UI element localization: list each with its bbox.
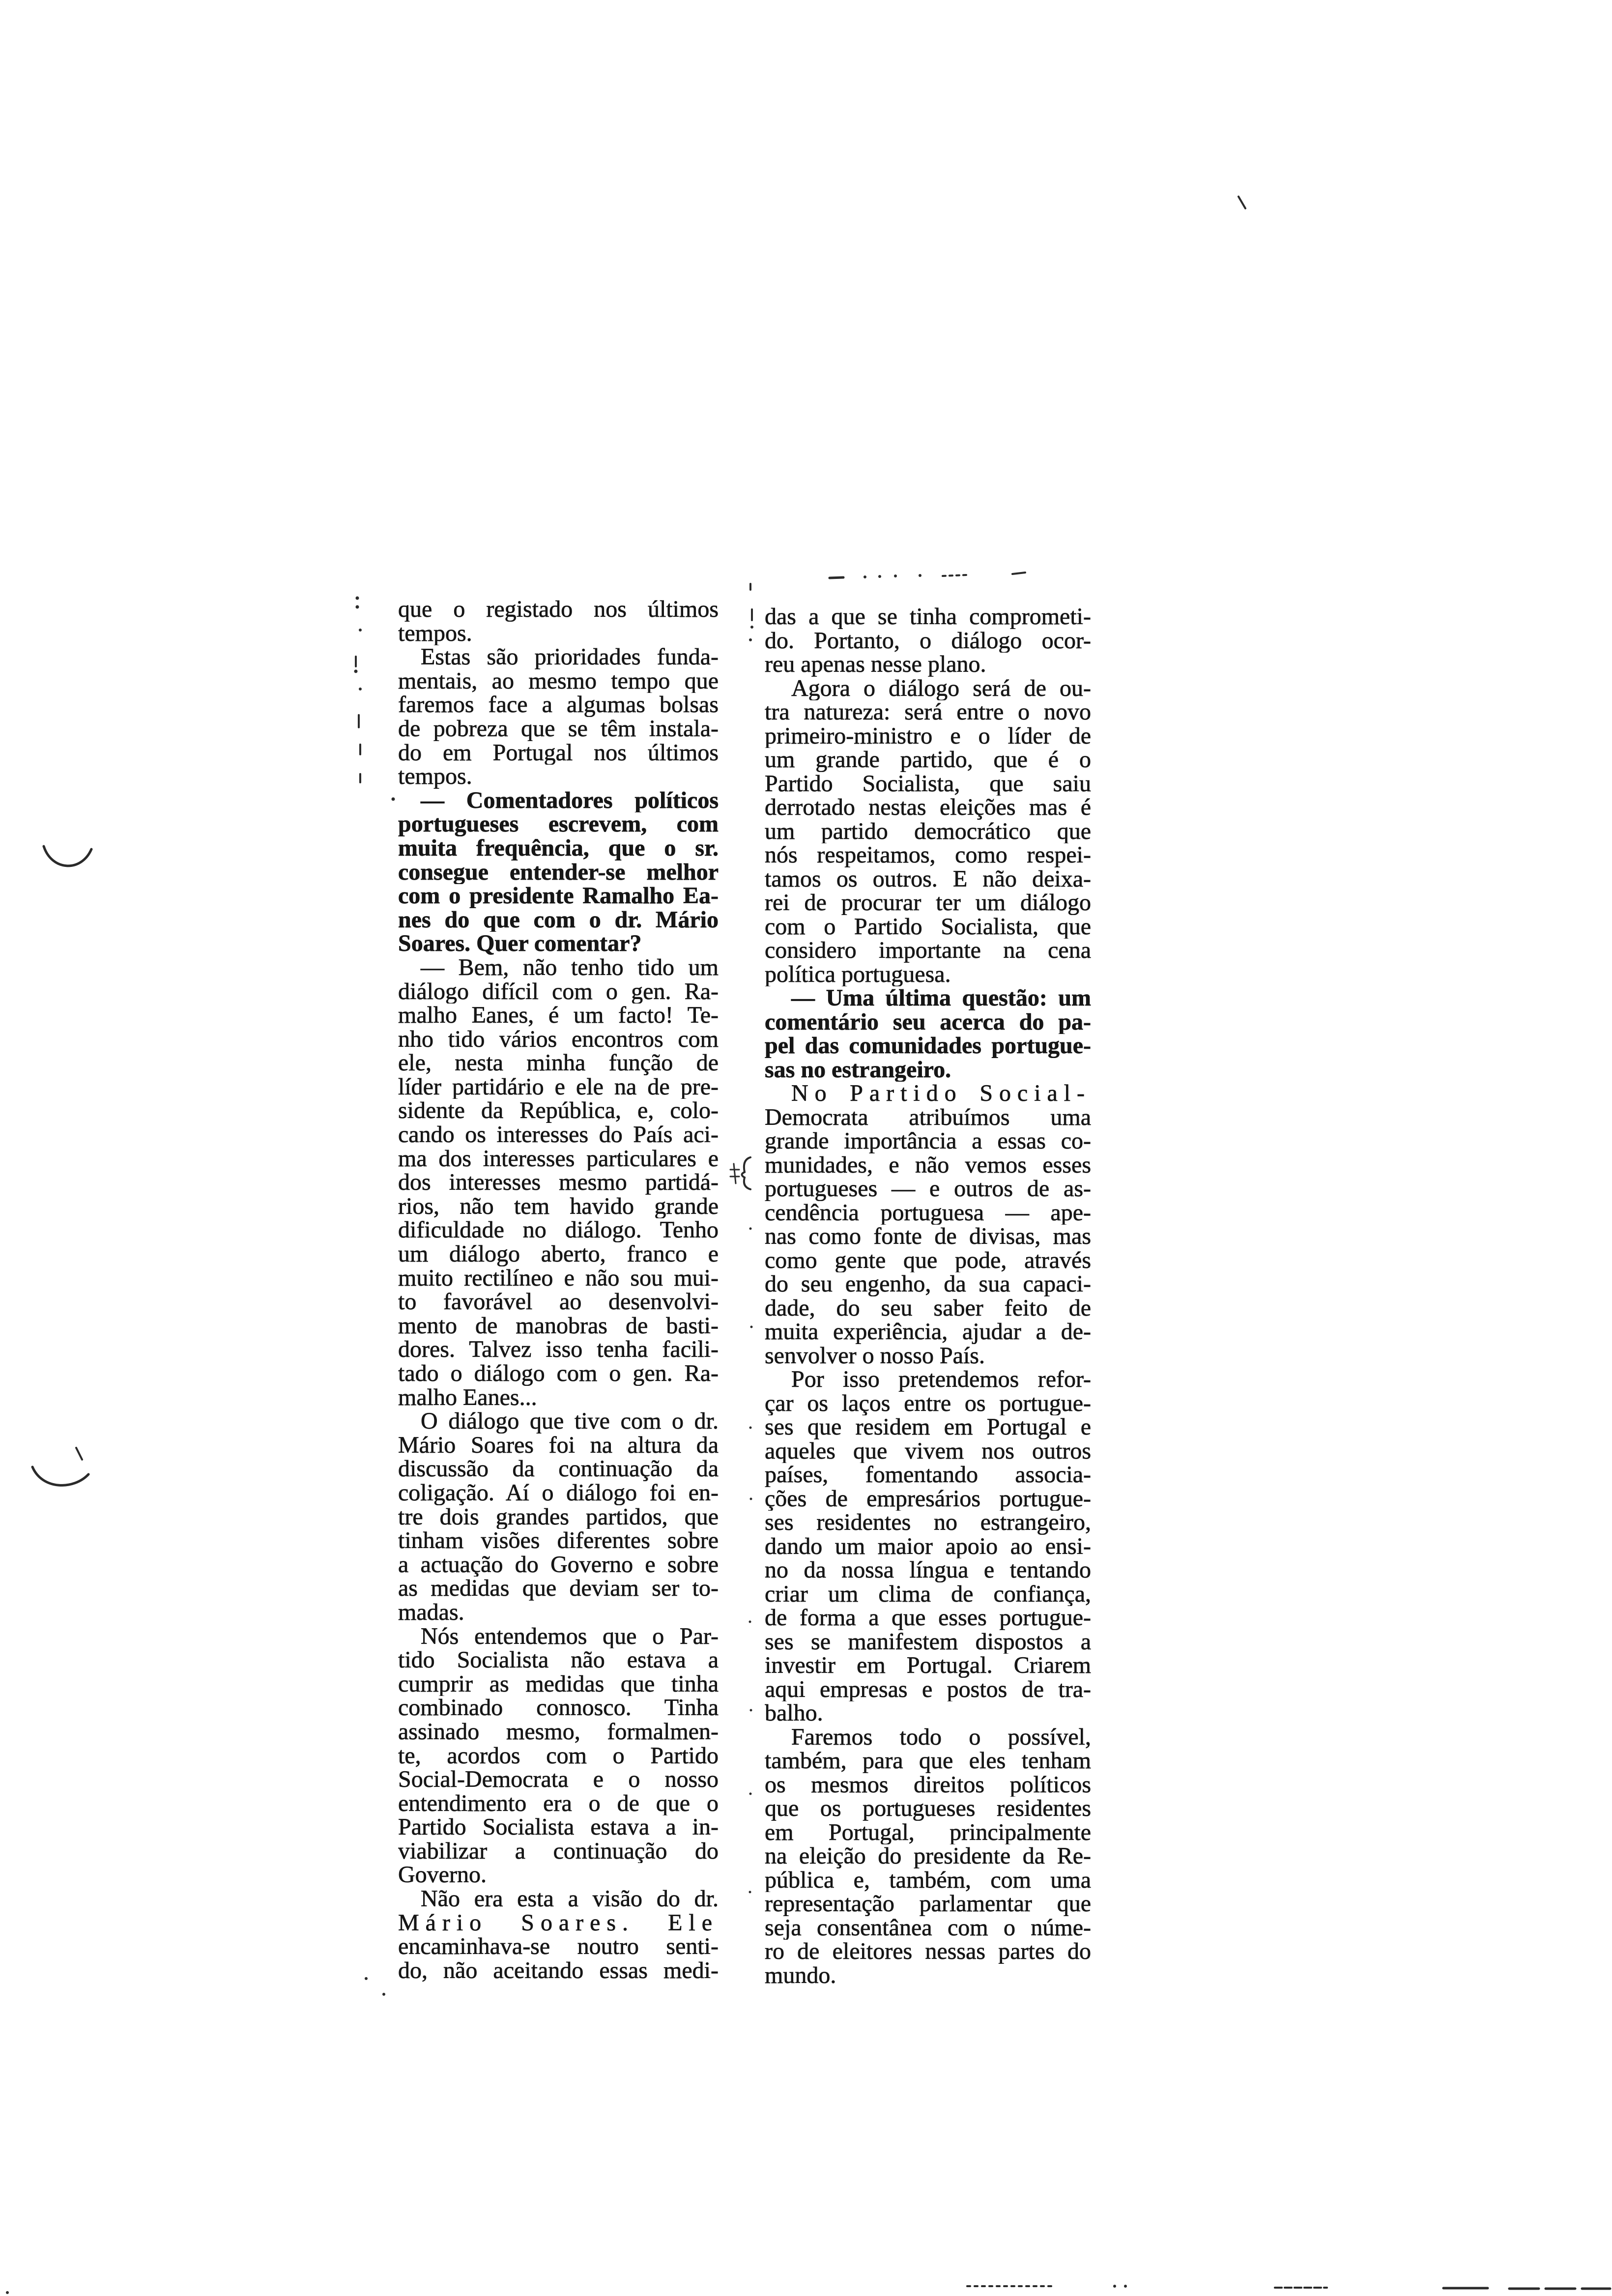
text-line: viabilizar a continuação do xyxy=(398,1839,719,1864)
text-line: aqui empresas e postos de tra- xyxy=(765,1677,1091,1701)
scan-speck xyxy=(750,1326,753,1328)
text-line: nes do que com o dr. Mário xyxy=(398,908,719,932)
paragraph xyxy=(398,956,719,1409)
text-line: encaminhava-se noutro senti- xyxy=(398,1935,719,1959)
text-line: cumprir as medidas que tinha xyxy=(398,1672,719,1696)
scan-speck xyxy=(864,575,866,578)
text-line: Partido Socialista, que saiu xyxy=(765,772,1091,796)
scan-speck xyxy=(878,575,881,578)
paragraph xyxy=(398,598,719,645)
scan-speck xyxy=(1238,197,1245,208)
text-line: malho Eanes... xyxy=(398,1385,537,1410)
text-line: que o registado nos últimos xyxy=(398,598,719,622)
text-line: muita experiência, ajudar a de- xyxy=(765,1320,1091,1344)
text-line: do. Portanto, o diálogo ocor- xyxy=(765,629,1091,653)
text-line: política portuguesa. xyxy=(765,962,951,986)
scan-speck xyxy=(354,670,358,673)
text-line: do em Portugal nos últimos xyxy=(398,741,719,765)
scan-speck xyxy=(750,1498,752,1500)
scan-speck xyxy=(919,574,921,577)
text-line: rei de procurar ter um diálogo xyxy=(765,891,1091,915)
text-line: sas no estrangeiro. xyxy=(765,1058,951,1082)
text-line: dos interesses mesmo partidá- xyxy=(398,1171,719,1195)
text-line: que os portugueses residentes xyxy=(765,1797,1091,1821)
text-line: considero importante na cena xyxy=(765,939,1091,963)
text-line: reu apenas nesse plano. xyxy=(765,653,986,677)
text-line: Mário Soares foi na altura da xyxy=(398,1433,719,1458)
paragraph xyxy=(765,677,1091,987)
text-line: munidades, e não vemos esses xyxy=(765,1153,1091,1177)
scan-speck xyxy=(742,1157,751,1189)
text-line: ses que residem em Portugal e xyxy=(765,1415,1091,1439)
text-line: tempos. xyxy=(398,621,472,646)
text-line: dade, do seu saber feito de xyxy=(765,1296,1091,1320)
text-line: comentário seu acerca do pa- xyxy=(765,1010,1091,1034)
scan-speck xyxy=(1124,2285,1127,2288)
interview-question xyxy=(765,986,1091,1082)
paragraph xyxy=(765,1368,1091,1725)
text-line: O diálogo que tive com o dr. xyxy=(421,1409,719,1434)
text-line: Nós entendemos que o Par- xyxy=(421,1624,719,1649)
scan-speck xyxy=(365,1977,368,1980)
interview-question xyxy=(398,789,719,956)
scan-speck xyxy=(6,2291,9,2294)
text-line: nas como fonte de divisas, mas xyxy=(765,1225,1091,1249)
paragraph xyxy=(398,1625,719,1888)
text-line: um partido democrático que xyxy=(765,819,1091,843)
scan-speck xyxy=(749,1228,752,1230)
scan-speck xyxy=(943,575,966,576)
scan-speck xyxy=(750,626,753,629)
left-column xyxy=(398,598,719,1982)
text-line: os mesmos direitos políticos xyxy=(765,1773,1091,1797)
text-line: no da nossa língua e tentando xyxy=(765,1558,1091,1582)
text-line: madas. xyxy=(398,1600,464,1625)
text-line: tado o diálogo com o gen. Ra- xyxy=(398,1362,719,1386)
scan-speck xyxy=(382,1993,385,1996)
text-line: muito rectilíneo e não sou mui- xyxy=(398,1266,719,1291)
text-line: tinham visões diferentes sobre xyxy=(398,1529,719,1553)
text-line: líder partidário e ele na de pre- xyxy=(398,1075,719,1099)
text-line: também, para que eles tenham xyxy=(765,1749,1091,1773)
text-line: países, fomentando associa- xyxy=(765,1463,1091,1487)
text-line: No Partido Social- xyxy=(791,1082,1091,1106)
text-line: aqueles que vivem nos outros xyxy=(765,1439,1091,1463)
text-line: Por isso pretendemos refor- xyxy=(791,1368,1091,1392)
text-line: ções de empresários portugue- xyxy=(765,1487,1091,1511)
text-line: derrotado nestas eleições mas é xyxy=(765,796,1091,820)
text-line: faremos face a algumas bolsas xyxy=(398,693,719,717)
text-line: portugueses — e outros de as- xyxy=(765,1177,1091,1201)
text-line: nós respeitamos, como respei- xyxy=(765,843,1091,867)
text-line: de pobreza que se têm instala- xyxy=(398,717,719,741)
paragraph xyxy=(398,1409,719,1624)
text-line: balho. xyxy=(765,1701,823,1725)
text-line: nho tido vários encontros com xyxy=(398,1027,719,1052)
text-line: as medidas que deviam ser to- xyxy=(398,1577,719,1601)
punch-hole-mark xyxy=(44,846,91,866)
text-line: como gente que pode, através xyxy=(765,1248,1091,1272)
text-line: to favorável ao desenvolvi- xyxy=(398,1290,719,1314)
text-line: — Bem, não tenho tido um xyxy=(421,955,719,980)
text-line: um diálogo aberto, franco e xyxy=(398,1242,719,1266)
text-line: seja consentânea com o núme- xyxy=(765,1916,1091,1940)
text-line: representação parlamentar que xyxy=(765,1892,1091,1916)
text-line: cando os interesses do País aci- xyxy=(398,1123,719,1147)
text-line: malho Eanes, é um facto! Te- xyxy=(398,1004,719,1028)
right-column xyxy=(765,605,1091,1987)
text-line: senvolver o nosso País. xyxy=(765,1344,985,1368)
text-line: sidente da República, e, colo- xyxy=(398,1099,719,1123)
text-line: Social-Democrata e o nosso xyxy=(398,1768,719,1792)
text-line: discussão da continuação da xyxy=(398,1457,719,1481)
text-line: — Uma última questão: um xyxy=(791,986,1091,1010)
paragraph xyxy=(398,645,719,789)
text-line: com o presidente Ramalho Ea- xyxy=(398,884,719,908)
scan-speck xyxy=(749,1793,752,1795)
text-line: na eleição do presidente da Re- xyxy=(765,1844,1091,1868)
scan-speck xyxy=(749,1891,751,1894)
text-line: a actuação do Governo e sobre xyxy=(398,1552,719,1577)
text-line: investir em Portugal. Criarem xyxy=(765,1654,1091,1678)
scan-speck xyxy=(894,574,897,577)
text-line: pública e, também, com uma xyxy=(765,1868,1091,1892)
text-line: mento de manobras de basti- xyxy=(398,1314,719,1338)
text-line: te, acordos com o Partido xyxy=(398,1744,719,1768)
text-line: tre dois grandes partidos, que xyxy=(398,1505,719,1529)
text-line: ses se manifestem dispostos a xyxy=(765,1630,1091,1654)
text-line: primeiro-ministro e o líder de xyxy=(765,724,1091,748)
text-line: coligação. Aí o diálogo foi en- xyxy=(398,1481,719,1505)
scan-speck xyxy=(830,577,843,578)
text-line: tempos. xyxy=(398,765,472,789)
text-line: muita frequência, que o sr. xyxy=(398,836,719,861)
text-line: — Comentadores políticos xyxy=(421,788,719,813)
scan-speck xyxy=(392,798,395,801)
text-line: Agora o diálogo será de ou- xyxy=(791,676,1091,700)
text-line: diálogo difícil com o gen. Ra- xyxy=(398,979,719,1004)
text-line: do, não aceitando essas medi- xyxy=(398,1958,719,1983)
paragraph xyxy=(765,1082,1091,1368)
text-line: consegue entender-se melhor xyxy=(398,860,719,885)
text-line: dificuldade no diálogo. Tenho xyxy=(398,1218,719,1243)
scan-speck xyxy=(356,605,359,609)
text-line: combinado connosco. Tinha xyxy=(398,1696,719,1720)
text-line: ele, nesta minha função de xyxy=(398,1051,719,1075)
text-line: Democrata atribuímos uma xyxy=(765,1105,1091,1129)
text-line: çar os laços entre os portugue- xyxy=(765,1391,1091,1415)
text-line: mentais, ao mesmo tempo que xyxy=(398,669,719,693)
text-line: tamos os outros. E não deixa- xyxy=(765,867,1091,891)
punch-hole-mark xyxy=(32,1467,88,1485)
text-line: mundo. xyxy=(765,1963,836,1987)
scan-speck xyxy=(359,688,362,690)
text-line: dando um maior apoio ao ensi- xyxy=(765,1534,1091,1558)
text-line: ro de eleitores nessas partes do xyxy=(765,1940,1091,1964)
text-line: ses residentes no estrangeiro, xyxy=(765,1511,1091,1535)
text-line: Partido Socialista estava a in- xyxy=(398,1815,719,1839)
scan-speck xyxy=(730,1164,739,1183)
text-line: com o Partido Socialista, que xyxy=(765,915,1091,939)
text-line: tido Socialista não estava a xyxy=(398,1648,719,1672)
paragraph xyxy=(398,1887,719,1982)
scan-speck xyxy=(750,1709,752,1712)
text-line: Governo. xyxy=(398,1863,487,1888)
scan-speck xyxy=(749,638,752,641)
text-line: pel das comunidades portugue- xyxy=(765,1034,1091,1058)
text-line: Faremos todo o possível, xyxy=(791,1725,1091,1749)
text-line: rios, não tem havido grande xyxy=(398,1194,719,1219)
text-line: portugueses escrevem, com xyxy=(398,812,719,836)
scan-speck xyxy=(1113,2285,1116,2288)
paragraph xyxy=(765,605,1091,677)
text-line: entendimento era o de que o xyxy=(398,1791,719,1816)
text-line: Não era esta a visão do dr. xyxy=(421,1887,719,1911)
text-line: dores. Talvez isso tenha facili- xyxy=(398,1338,719,1362)
scan-speck xyxy=(1012,573,1025,574)
text-line: Mário Soares. Ele xyxy=(398,1911,719,1935)
text-line: das a que se tinha comprometi- xyxy=(765,605,1091,629)
text-line: do seu engenho, da sua capaci- xyxy=(765,1272,1091,1296)
scan-speck xyxy=(749,1621,751,1623)
scan-speck xyxy=(359,629,362,631)
text-line: grande importância a essas co- xyxy=(765,1129,1091,1153)
text-line: um grande partido, que é o xyxy=(765,748,1091,772)
text-line: de forma a que esses portugue- xyxy=(765,1606,1091,1630)
text-line: Soares. Quer comentar? xyxy=(398,932,642,956)
paragraph xyxy=(765,1725,1091,1988)
scan-speck xyxy=(356,597,359,600)
scan-speck xyxy=(76,1448,82,1460)
text-line: tra natureza: será entre o novo xyxy=(765,700,1091,724)
scan-speck xyxy=(749,1427,752,1429)
text-line: em Portugal, principalmente xyxy=(765,1820,1091,1844)
text-line: criar um clima de confiança, xyxy=(765,1582,1091,1606)
text-line: cendência portuguesa — ape- xyxy=(765,1201,1091,1225)
text-line: ma dos interesses particulares e xyxy=(398,1147,719,1171)
text-line: Estas são prioridades funda- xyxy=(421,645,719,669)
text-line: assinado mesmo, formalmen- xyxy=(398,1720,719,1744)
